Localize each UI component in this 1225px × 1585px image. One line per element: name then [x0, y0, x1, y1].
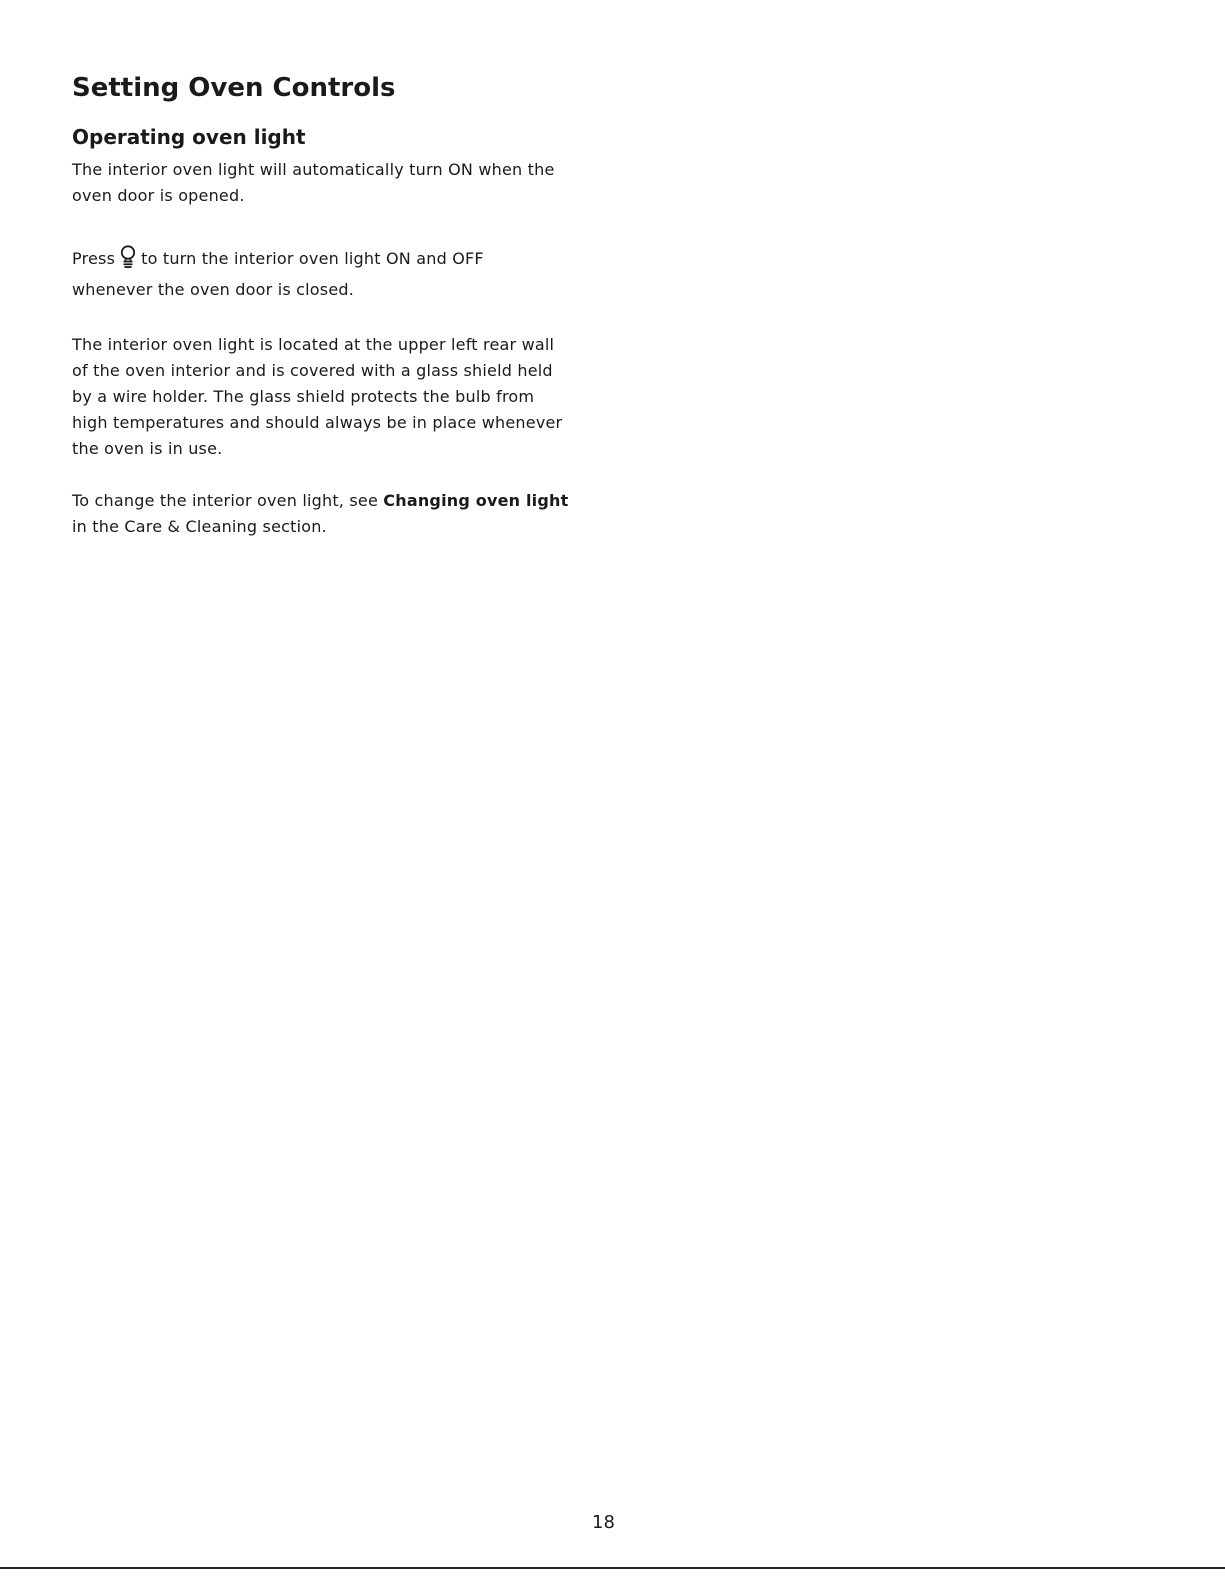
paragraph-change-light [72, 488, 592, 540]
text-line: oven door is opened. [72, 186, 245, 205]
text-line: The interior oven light is located at the upper left rear wall [72, 335, 555, 354]
text-line: of the oven interior and is covered with a glass shield held [72, 361, 553, 380]
text-line: by a wire holder. The glass shield protects the bulb from [72, 387, 535, 406]
text-line: whenever the oven door is closed. [72, 280, 355, 299]
change-light-text: To change the interior oven light, see [72, 491, 384, 510]
page-number: 18 [592, 1512, 615, 1533]
text-line [72, 488, 592, 514]
paragraph-auto-light [72, 157, 592, 209]
paragraph-press-light [72, 241, 592, 303]
text-line: in the Care & Cleaning section. [72, 517, 327, 536]
page-title: Setting Oven Controls [72, 73, 396, 103]
text-line: The interior oven light will automatically turn ON when the [72, 160, 555, 179]
press-text: Press [72, 249, 116, 268]
changing-oven-light-reference: Changing oven light [383, 491, 569, 510]
paragraph-light-location [72, 332, 592, 462]
light-bulb-icon [119, 245, 137, 271]
text-line [72, 241, 592, 277]
text-line: high temperatures and should always be in place whenever [72, 413, 563, 432]
section-heading: Operating oven light [72, 125, 306, 149]
footer-rule [0, 1567, 1225, 1569]
text-line: the oven is in use. [72, 439, 223, 458]
press-instruction-text: to turn the interior oven light ON and OFF [141, 249, 484, 268]
